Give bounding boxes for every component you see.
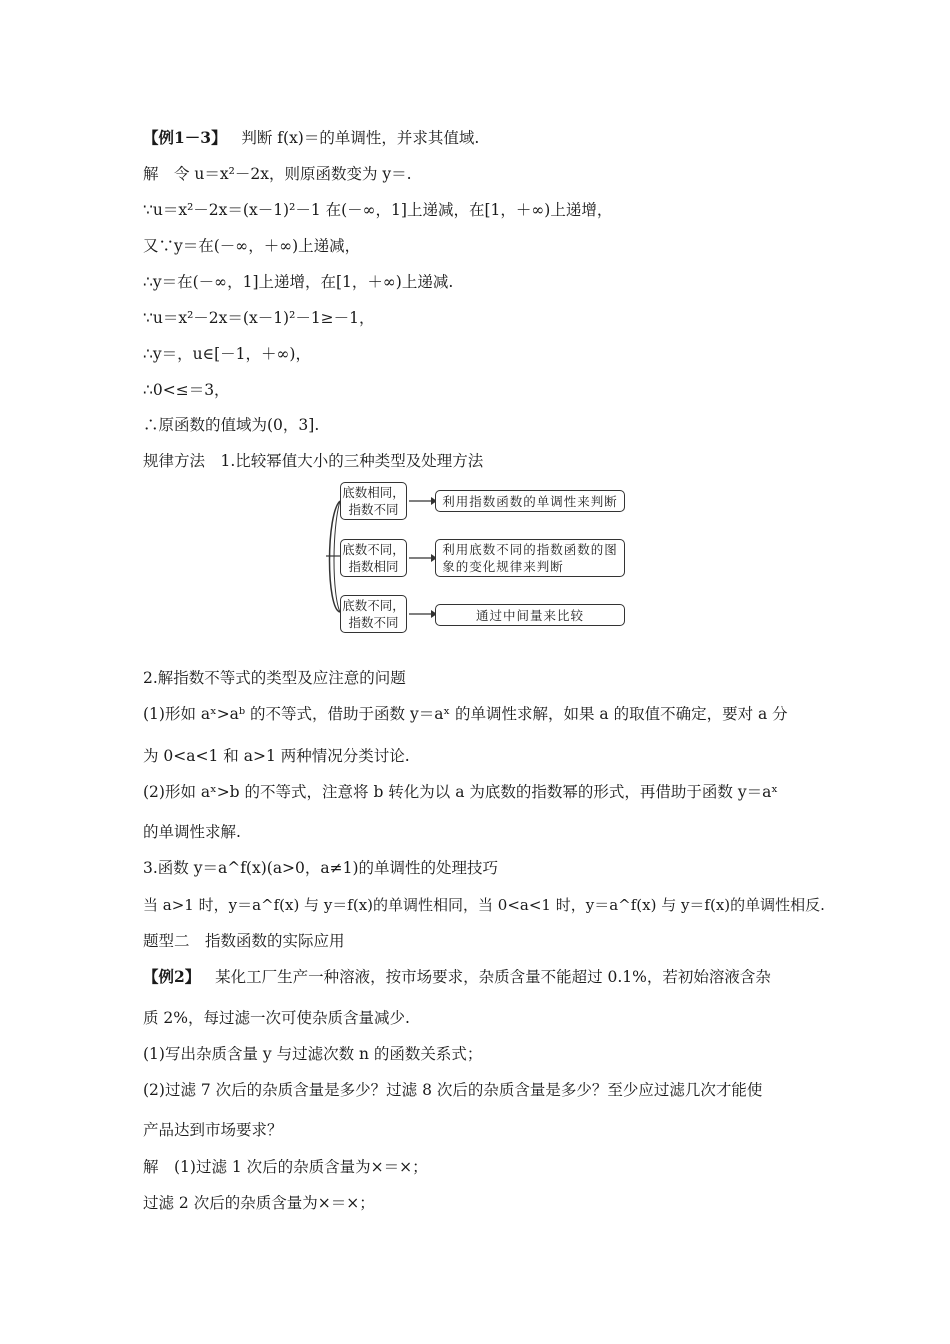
- diagram-left-box-2: [340, 539, 407, 577]
- solution-line-6: ∴y＝，u∈[－1，＋∞)，: [143, 345, 311, 363]
- comparison-diagram: [322, 484, 632, 630]
- example-2-solution-2: 过滤 2 次后的杂质含量为×＝×；: [143, 1194, 375, 1212]
- diagram-right-box-2: [435, 539, 625, 577]
- example-2-question-2b: 产品达到市场要求？: [143, 1121, 283, 1139]
- section-3-body: 当 a>1 时，y＝a^f(x) 与 y＝f(x)的单调性相同，当 0<a<1 时，y＝a^f(x) 与 y＝f(x)的单调性相反.: [143, 896, 825, 914]
- section-2-item-2a: (2)形如 aˣ>b 的不等式，注意将 b 转化为以 a 为底数的指数幂的形式，再借助于函数 y＝aˣ: [143, 783, 778, 801]
- example-question: 判断 f(x)＝的单调性，并求其值域.: [241, 129, 480, 147]
- diagram-right-box-3: [435, 604, 625, 626]
- solution-line-1: 解 令 u＝x²－2x，则原函数变为 y＝.: [143, 165, 412, 183]
- left-box-1-label: 底数相同， 指数不同: [342, 485, 405, 517]
- example-2-question-1: (1)写出杂质含量 y 与过滤次数 n 的函数关系式；: [143, 1045, 483, 1063]
- section-3-heading: 3.函数 y＝a^f(x)(a>0，a≠1)的单调性的处理技巧: [143, 859, 499, 877]
- solution-line-2: ∵u＝x²－2x＝(x－1)²－1 在(－∞，1]上递减，在[1，＋∞)上递增，: [143, 201, 613, 219]
- solution-line-4: ∴y＝在(－∞，1]上递增，在[1，＋∞)上递减.: [143, 273, 454, 291]
- solution-line-8: ∴原函数的值域为(0，3].: [143, 416, 320, 434]
- right-box-2-label: 利用底数不同的指数函数的图 象的变化规律来判断: [442, 542, 618, 574]
- diagram-right-box-1: [435, 490, 625, 512]
- left-box-3-label: 底数不同， 指数不同: [342, 598, 405, 630]
- example-2-tag: 【例2】: [143, 967, 201, 986]
- example-2-line-2: 质 2%，每过滤一次可使杂质含量减少.: [143, 1009, 410, 1027]
- section-2-item-1b: 为 0<a<1 和 a>1 两种情况分类讨论.: [143, 747, 410, 765]
- example-1-3-line: [143, 128, 479, 148]
- solution-line-7: ∴0<≤＝3，: [143, 381, 230, 399]
- example-2-line: [143, 967, 771, 987]
- diagram-left-box-3: [340, 595, 407, 633]
- example-2-question-2a: (2)过滤 7 次后的杂质含量是多少？过滤 8 次后的杂质含量是多少？至少应过滤几次才能使: [143, 1081, 763, 1099]
- solution-line-5: ∵u＝x²－2x＝(x－1)²－1≥－1，: [143, 309, 375, 327]
- section-2-item-1a: (1)形如 aˣ>aᵇ 的不等式，借助于函数 y＝aˣ 的单调性求解，如果 a 的取值不确定，要对 a 分: [143, 705, 788, 723]
- example-2-solution-1: 解 (1)过滤 1 次后的杂质含量为×＝×；: [143, 1158, 428, 1176]
- left-box-2-label: 底数不同， 指数相同: [342, 542, 405, 574]
- section-2-item-2b: 的单调性求解.: [143, 823, 241, 841]
- example-2-text: 某化工厂生产一种溶液，按市场要求，杂质含量不能超过 0.1%，若初始溶液含杂: [215, 968, 771, 986]
- section-2-heading: 2.解指数不等式的类型及应注意的问题: [143, 669, 406, 687]
- right-box-1-label: 利用指数函数的单调性来判断: [442, 493, 618, 509]
- diagram-left-box-1: [340, 482, 407, 520]
- example-tag: 【例1－3】: [143, 128, 227, 147]
- type-2-heading: 题型二 指数函数的实际应用: [143, 932, 345, 950]
- right-box-3-label: 通过中间量来比较: [475, 607, 584, 623]
- solution-line-3: 又∵y＝在(－∞，＋∞)上递减，: [143, 237, 361, 255]
- method-heading: 规律方法 1.比较幂值大小的三种类型及处理方法: [143, 452, 484, 470]
